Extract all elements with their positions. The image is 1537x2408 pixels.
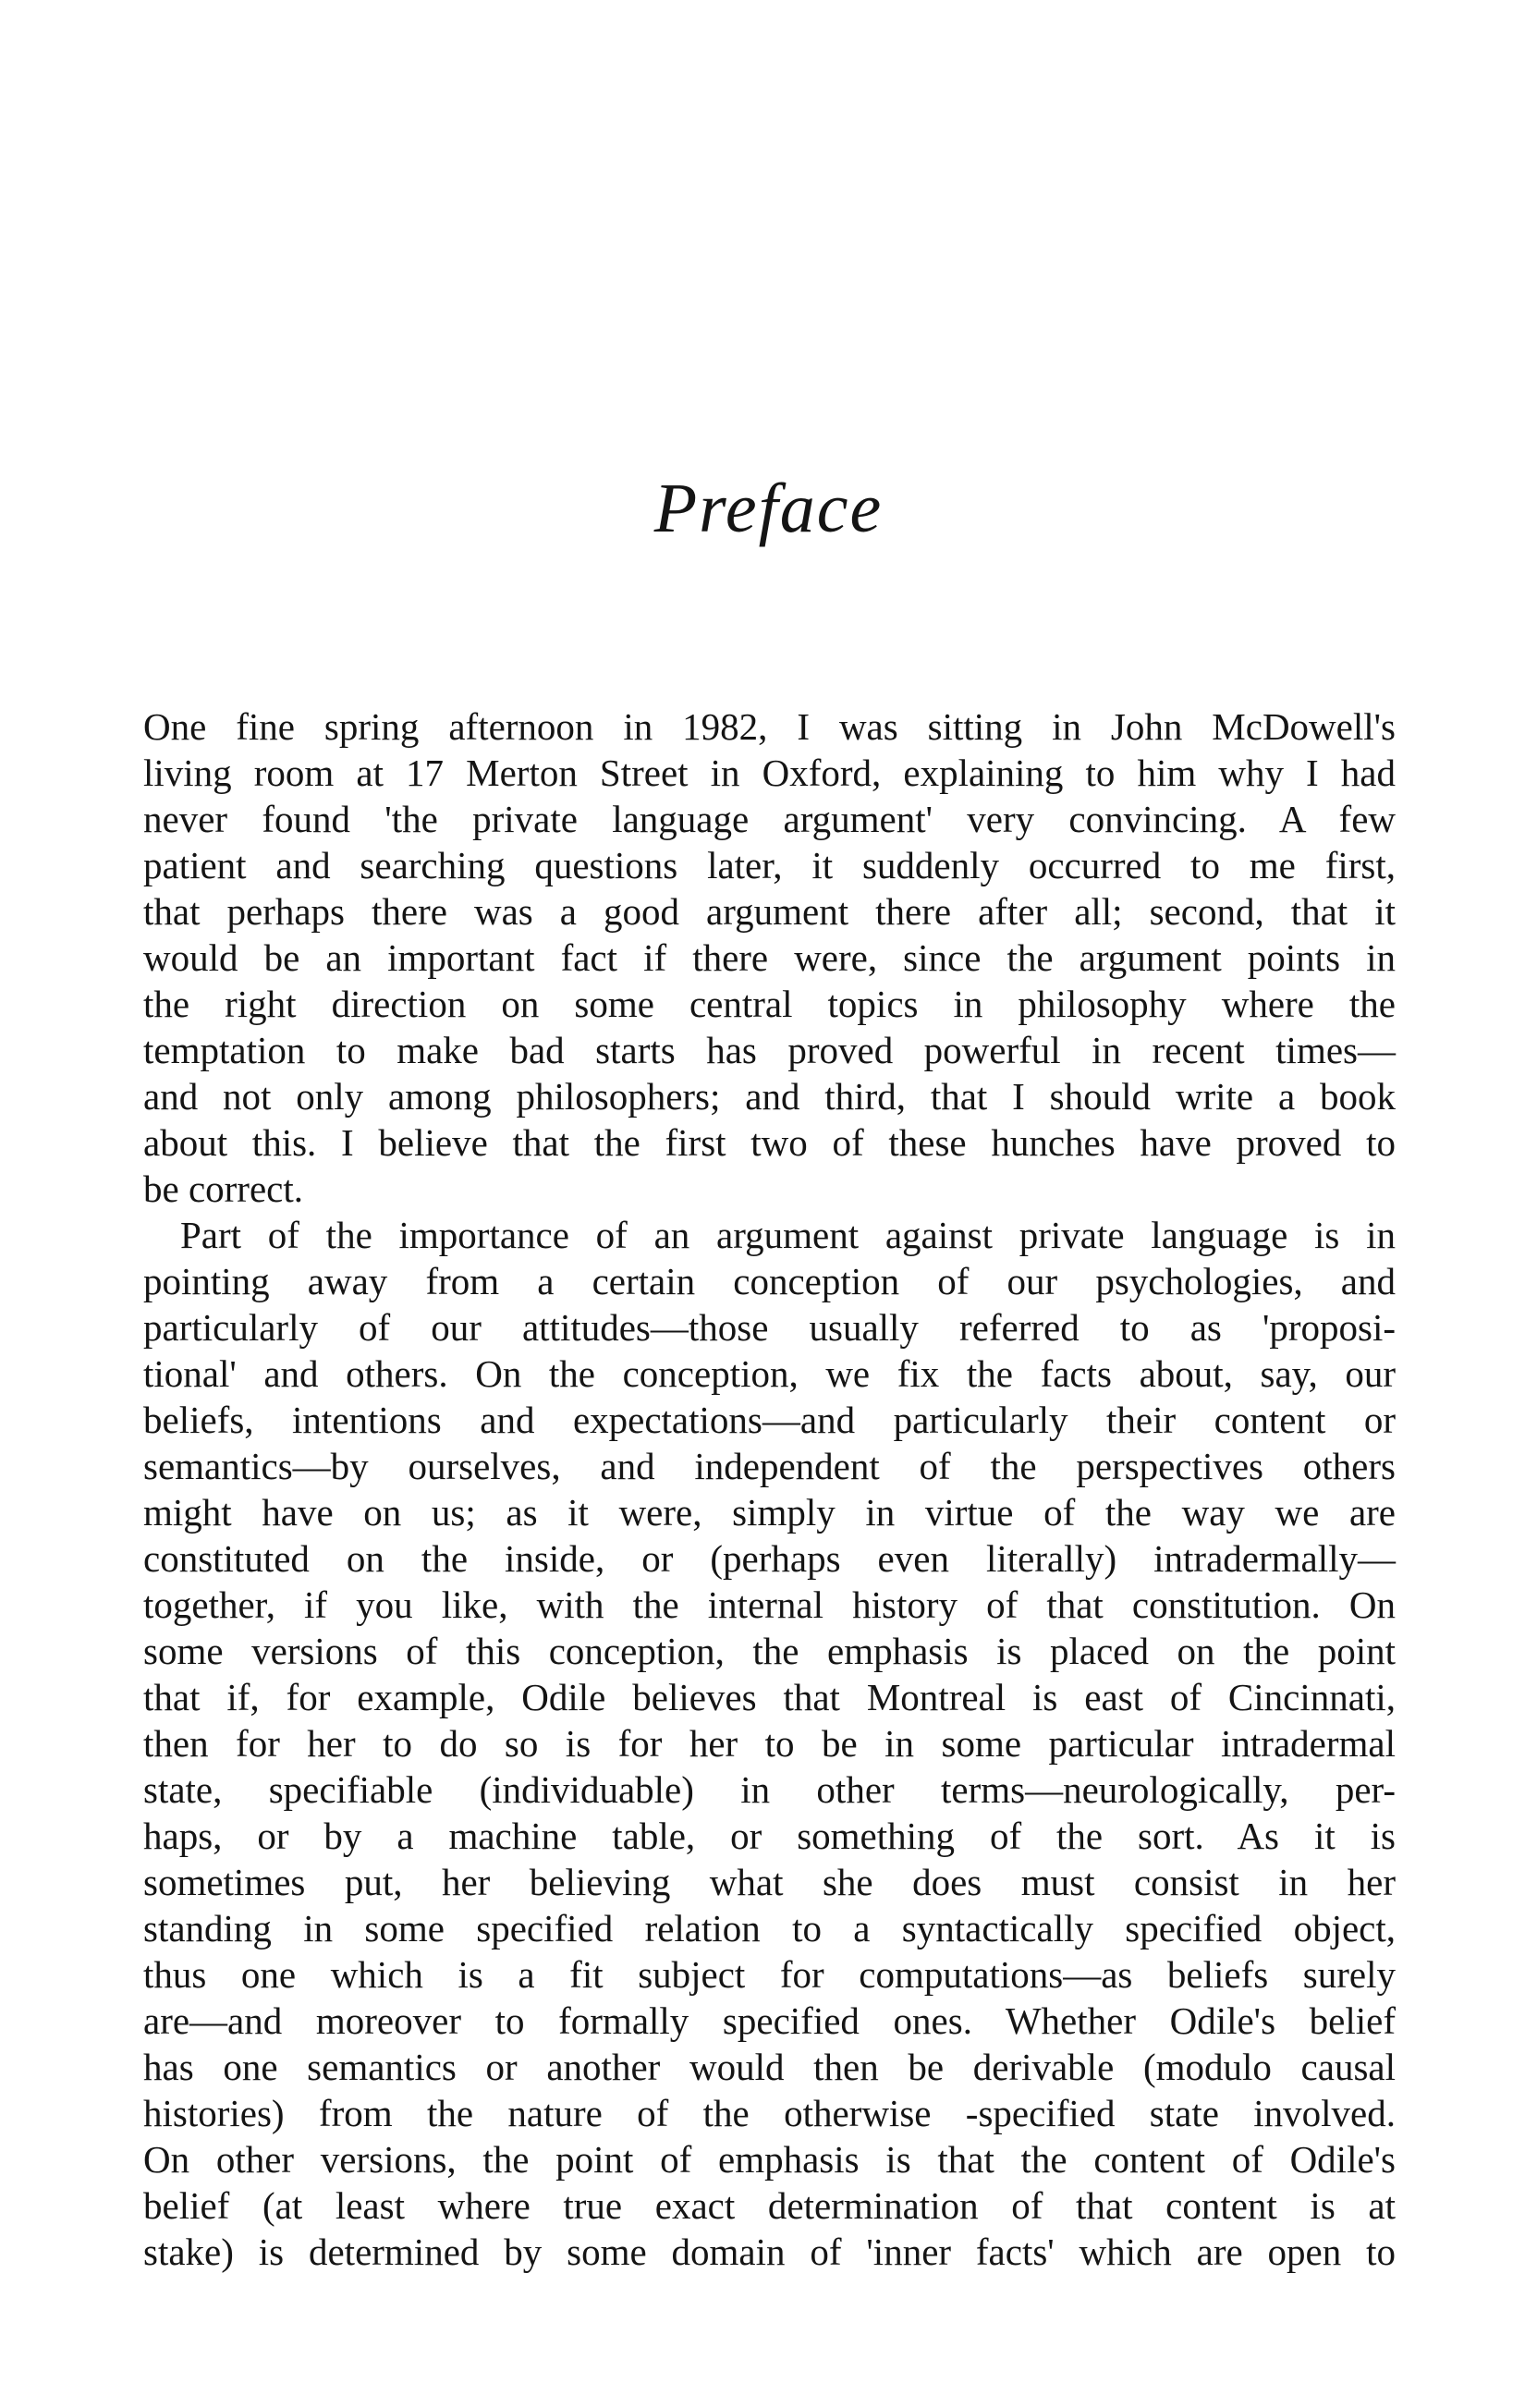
text-line: sometimes put, her believing what she does must consist in her (143, 1861, 1396, 1903)
text-line: together, if you like, with the internal history of that constitution. On (143, 1583, 1396, 1626)
text-line: patient and searching questions later, it suddenly occurred to me first, (143, 844, 1396, 886)
paragraph (143, 1212, 1396, 2275)
text-line: temptation to make bad starts has proved powerful in recent times— (143, 1029, 1396, 1071)
text-line: that if, for example, Odile believes that Montreal is east of Cincinnati, (143, 1676, 1396, 1718)
text-line: Part of the importance of an argument against private language is in (180, 1214, 1396, 1256)
text-line: then for her to do so is for her to be in some particular intradermal (143, 1722, 1396, 1765)
text-line: tional' and others. On the conception, we fix the facts about, say, our (143, 1352, 1396, 1395)
text-line: One fine spring afternoon in 1982, I was sitting in John McDowell's (143, 705, 1396, 748)
text-line: state, specifiable (individuable) in other terms—neurologically, per- (143, 1768, 1396, 1811)
text-line: and not only among philosophers; and third, that I should write a book (143, 1075, 1396, 1118)
text-line: haps, or by a machine table, or something of the sort. As it is (143, 1815, 1396, 1857)
text-line: constituted on the inside, or (perhaps even literally) intradermally— (143, 1537, 1396, 1580)
text-line: standing in some specified relation to a syntactically specified object, (143, 1907, 1396, 1950)
text-line: belief (at least where true exact determination of that content is at (143, 2184, 1396, 2227)
text-line: that perhaps there was a good argument there after all; second, that it (143, 890, 1396, 933)
text-line: On other versions, the point of emphasis is that the content of Odile's (143, 2138, 1396, 2181)
text-line: stake) is determined by some domain of 'inner facts' which are open to (143, 2231, 1396, 2273)
text-line: living room at 17 Merton Street in Oxford, explaining to him why I had (143, 752, 1396, 794)
text-line: about this. I believe that the first two of these hunches have proved to (143, 1121, 1396, 1164)
text-line: the right direction on some central topics in philosophy where the (143, 983, 1396, 1025)
text-line: would be an important fact if there were, since the argument points in (143, 936, 1396, 979)
text-line: be correct. (143, 1167, 303, 1210)
text-line: never found 'the private language argument' very convincing. A few (143, 798, 1396, 840)
body-text (143, 703, 1396, 2275)
text-line: beliefs, intentions and expectations—and particularly their content or (143, 1399, 1396, 1441)
text-line: are—and moreover to formally specified ones. Whether Odile's belief (143, 1999, 1396, 2042)
paragraph (143, 703, 1396, 1212)
text-line: particularly of our attitudes—those usually referred to as 'proposi- (143, 1306, 1396, 1349)
text-line: has one semantics or another would then be derivable (modulo causal (143, 2046, 1396, 2088)
text-line: histories) from the nature of the otherwise -specified state involved. (143, 2092, 1396, 2134)
text-line: semantics—by ourselves, and independent of the perspectives others (143, 1445, 1396, 1487)
text-line: pointing away from a certain conception of our psychologies, and (143, 1260, 1396, 1302)
text-line: some versions of this conception, the emphasis is placed on the point (143, 1630, 1396, 1672)
page-title: Preface (653, 470, 884, 547)
text-line: thus one which is a fit subject for computations—as beliefs surely (143, 1953, 1396, 1996)
text-line: might have on us; as it were, simply in virtue of the way we are (143, 1491, 1396, 1534)
